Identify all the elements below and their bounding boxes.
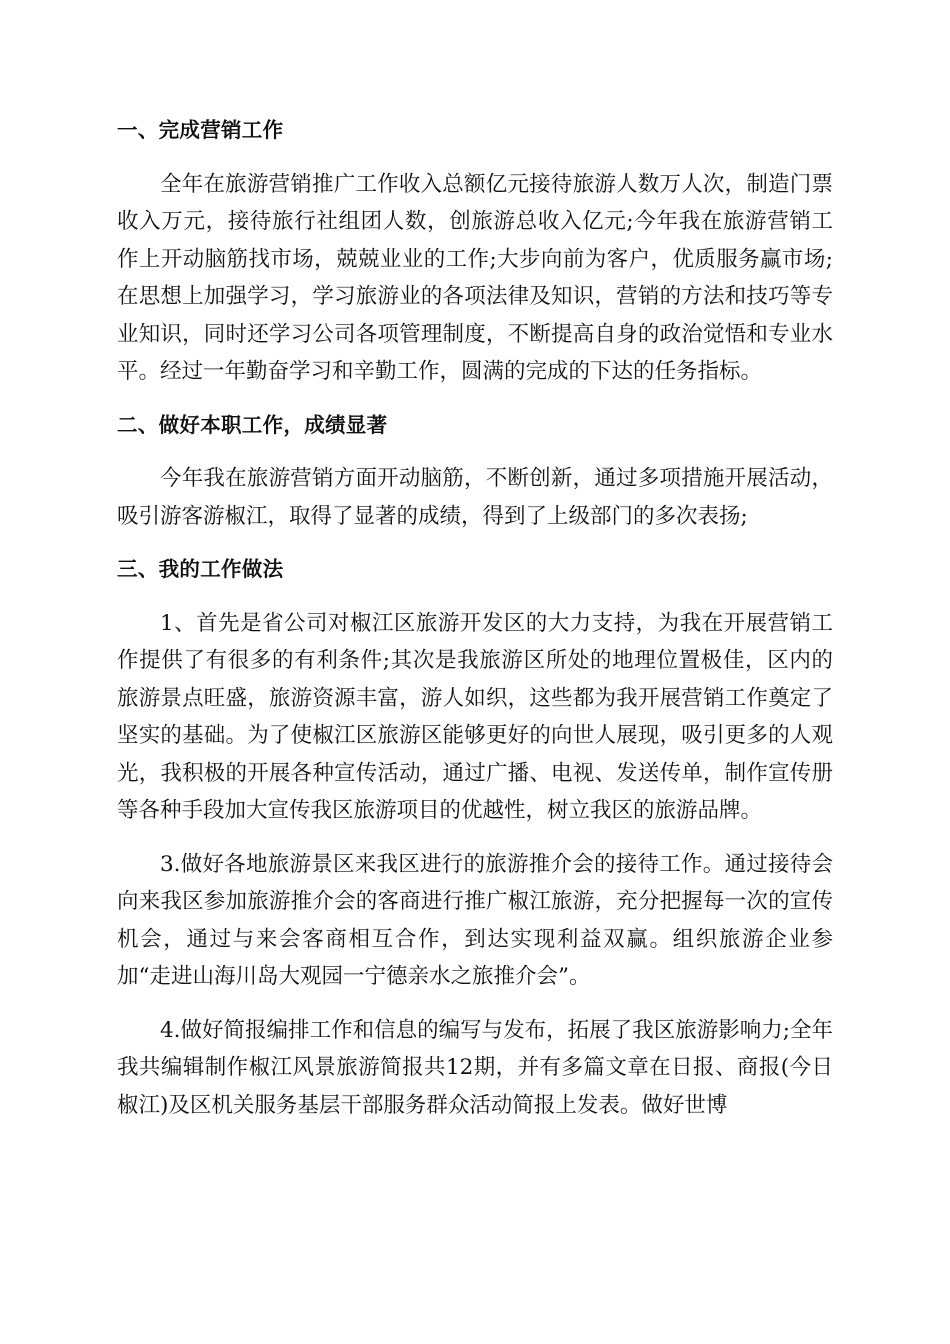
section-heading-2: 二、做好本职工作，成绩显著 (117, 412, 388, 437)
section-3-paragraph-1: 1、首先是省公司对椒江区旅游开发区的大力支持，为我在开展营销工作提供了有很多的有利条件;其次是我旅游区所处的地理位置极佳，区内的旅游景点旺盛，旅游资源丰富，游人如织，这些都为我开展营销工作奠定了坚实的基础。为了使椒江区旅游区能够更好的向世人展现，吸引更多的人观光，我积极的开展各种宣传活动，通过广播、电视、发送传单，制作宣传册等各种手段加大宣传我区旅游项目的优越性，树立我区的旅游品牌。 (117, 610, 833, 823)
section-3-paragraph-3: 4.做好简报编排工作和信息的编写与发布，拓展了我区旅游影响力;全年我共编辑制作椒江风景旅游简报共12期，并有多篇文章在日报、商报(今日椒江)及区机关服务基层干部服务群众活动简报上发表。做好世博 (117, 1017, 833, 1118)
document-body (117, 112, 833, 1124)
section-heading-3: 三、我的工作做法 (117, 557, 284, 581)
section-1-paragraph-1: 全年在旅游营销推广工作收入总额亿元接待旅游人数万人次，制造门票收入万元，接待旅行社组团人数，创旅游总收入亿元;今年我在旅游营销工作上开动脑筋找市场，兢兢业业的工作;大步向前为客户，优质服务赢市场;在思想上加强学习，学习旅游业的各项法律及知识，营销的方法和技巧等专业知识，同时还学习公司各项管理制度，不断提高自身的政治觉悟和专业水平。经过一年勤奋学习和辛勤工作，圆满的完成的下达的任务指标。 (117, 171, 833, 384)
section-2-paragraph-1: 今年我在旅游营销方面开动脑筋，不断创新，通过多项措施开展活动，吸引游客游椒江，取得了显著的成绩，得到了上级部门的多次表扬; (117, 466, 833, 529)
section-3-paragraph-2: 3.做好各地旅游景区来我区进行的旅游推介会的接待工作。通过接待会向来我区参加旅游推介会的客商进行推广椒江旅游，充分把握每一次的宣传机会，通过与来会客商相互合作，到达实现利益双赢。组织旅游企业参加“走进山海川岛大观园一宁德亲水之旅推介会”。 (117, 851, 833, 989)
section-heading-1: 一、完成营销工作 (117, 118, 284, 142)
